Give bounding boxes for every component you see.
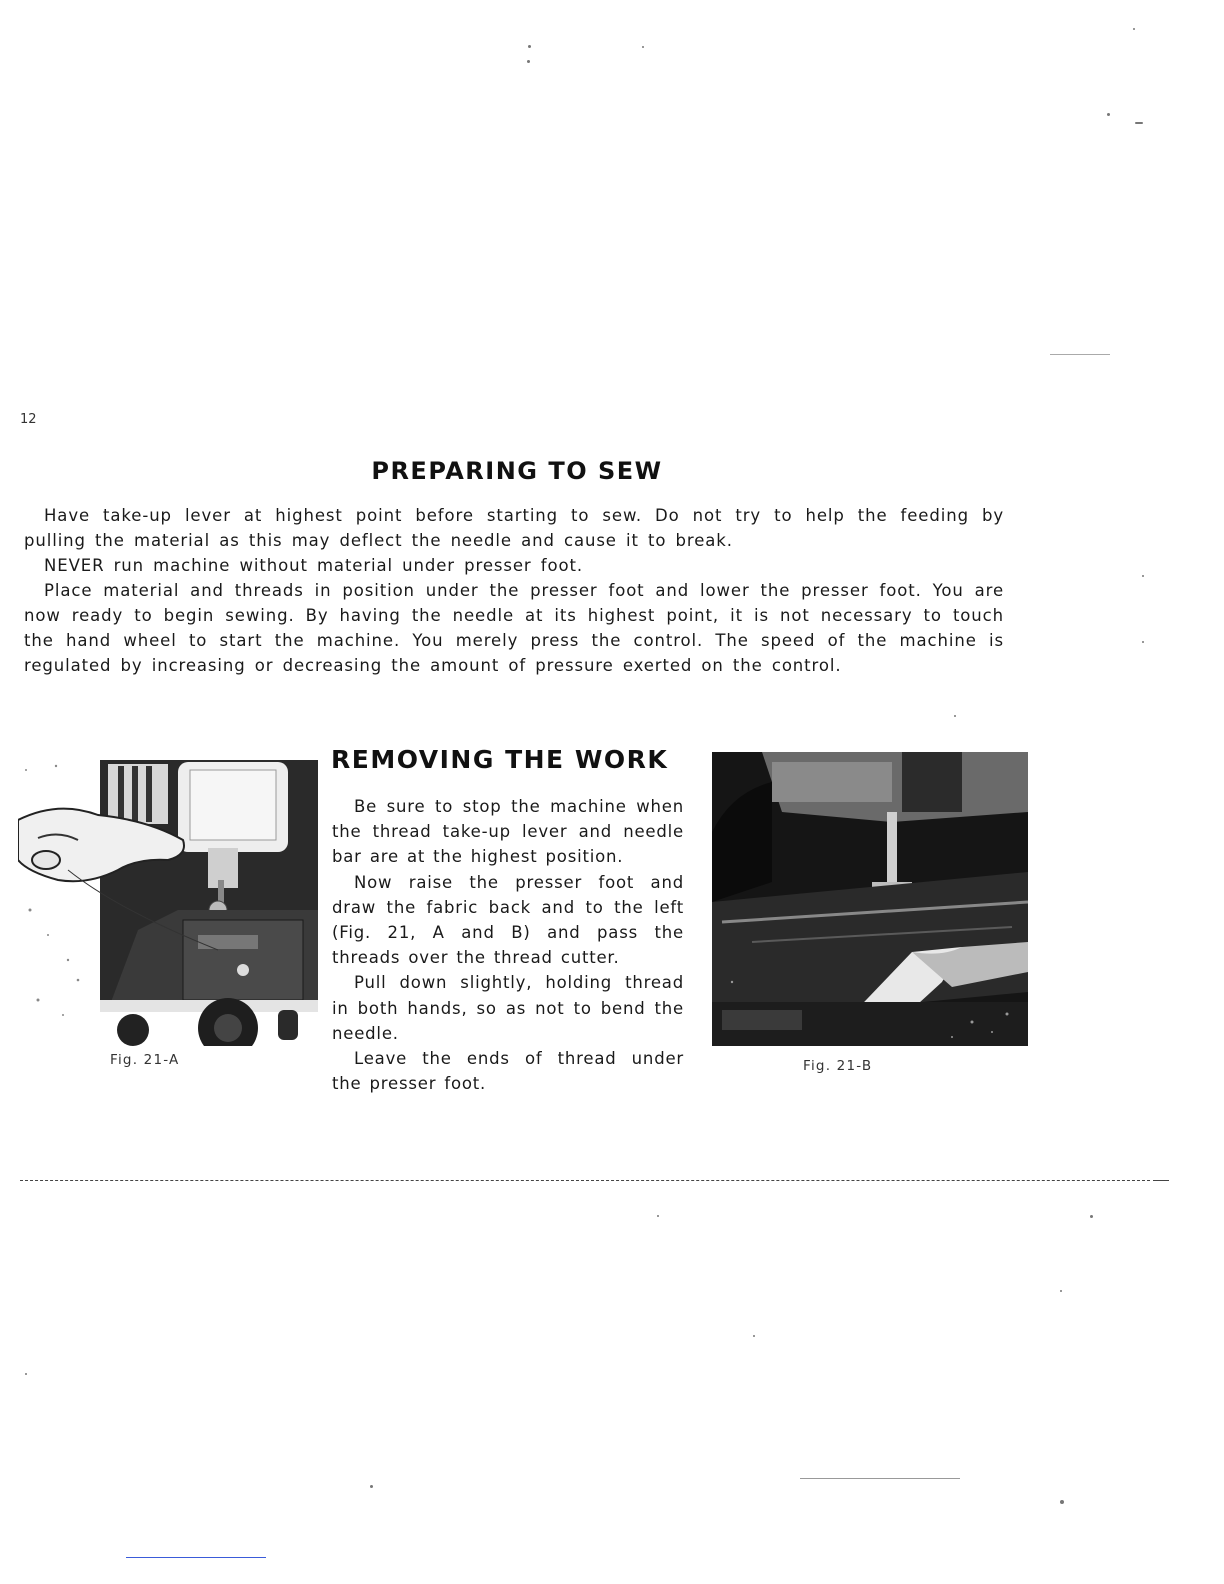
scan-speck: [1060, 1500, 1064, 1504]
removing-paragraph: Leave the ends of thread under the presser foot.: [332, 1049, 684, 1094]
scan-speck: [800, 1478, 960, 1479]
scan-speck: [642, 46, 644, 48]
scan-speck: [1090, 1215, 1093, 1218]
scan-speck: [753, 1335, 755, 1337]
scan-speck: [528, 45, 531, 48]
removing-paragraph: Now raise the presser foot and draw the fabric back and to the left (Fig. 21, A and B) and pass the threads over the thread cutter.: [332, 872, 684, 968]
page-divider-end: [1153, 1180, 1169, 1181]
preparing-paragraph: NEVER run machine without material under presser foot.: [44, 556, 583, 575]
page-number: 12: [20, 412, 37, 427]
scan-speck: [1060, 1290, 1062, 1292]
preparing-paragraph: Have take-up lever at highest point before starting to sew. Do not try to help the feeding by pulling the material as this may deflect the needle and cause it to break.: [24, 506, 1004, 550]
figure-21a-caption: Fig. 21-A: [110, 1052, 180, 1068]
scan-speck: [1050, 354, 1110, 355]
scan-speck: [1107, 113, 1110, 116]
scan-speck: [370, 1485, 373, 1488]
bottom-edge-line: [126, 1557, 266, 1558]
figure-21b-photo: [712, 752, 1028, 1046]
section-title-preparing-to-sew: PREPARING TO SEW: [371, 457, 663, 485]
preparing-paragraph: Place material and threads in position under the presser foot and lower the presser foot. You are now ready to begin sewing. By having the needle at its highest point, it is not necessary to touch the hand wheel to start the machine. You merely press the control. The speed of the machine is regulated by increasing or decreasing the amount of pressure exerted on the control.: [24, 581, 1004, 675]
removing-body: [332, 794, 684, 1096]
sewing-machine-hand-photo: [18, 760, 318, 1046]
figure-21a-photo: [18, 760, 318, 1046]
scan-speck: [657, 1215, 659, 1217]
removing-paragraph: Be sure to stop the machine when the thread take-up lever and needle bar are at the highest position.: [332, 797, 684, 867]
scan-speck: [527, 60, 530, 63]
figure-21b-caption: Fig. 21-B: [803, 1058, 873, 1074]
preparing-body: [24, 503, 1004, 678]
scan-speck: [1142, 575, 1144, 577]
scan-speck: [25, 1373, 27, 1375]
scan-speck: [1142, 641, 1144, 643]
removing-paragraph: Pull down slightly, holding thread in both hands, so as not to bend the needle.: [332, 973, 684, 1043]
scan-speck: [1133, 28, 1135, 30]
section-title-removing-the-work: REMOVING THE WORK: [331, 745, 669, 774]
scan-speck: [954, 715, 956, 717]
scan-speck: [1135, 122, 1143, 124]
fabric-drawn-back-photo: [712, 752, 1028, 1046]
page-divider: [20, 1180, 1150, 1181]
